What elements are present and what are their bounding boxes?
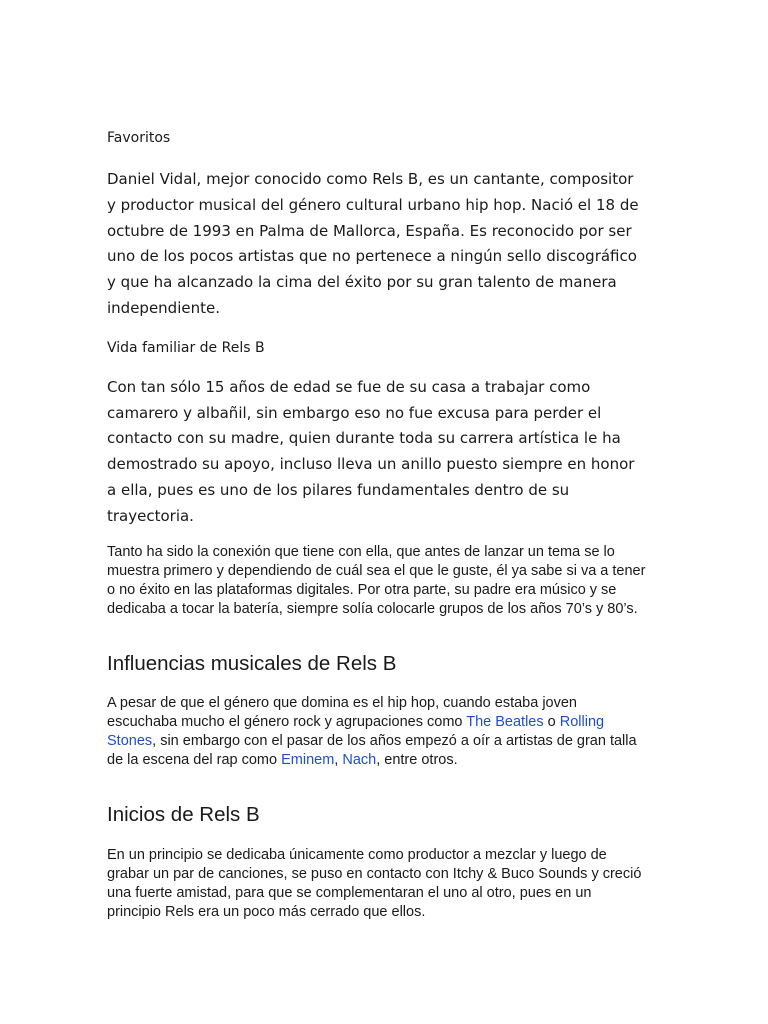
- heading-inicios: Inicios de Rels B: [107, 802, 260, 826]
- link-nach[interactable]: Nach: [342, 751, 377, 768]
- heading-vida-familiar: Vida familiar de Rels B: [107, 339, 265, 356]
- link-eminem[interactable]: Eminem: [281, 751, 335, 768]
- vida-paragraph: Con tan sólo 15 años de edad se fue de su casa a trabajar como camarero y albañil, sin embargo eso no fue excusa para perder el contacto con su madre, quien durante toda su carrera artística le ha demostrado su apoyo, incluso lleva un anillo puesto siempre en honor a ella, pues es uno de los pilares fundamentales dentro de su trayectoria.: [107, 377, 635, 525]
- influencias-text-5: , entre otros.: [376, 751, 458, 768]
- influencias-text-2: o: [543, 713, 560, 730]
- link-the-beatles[interactable]: The Beatles: [466, 713, 544, 730]
- document-page: [107, 128, 647, 922]
- conexion-paragraph: Tanto ha sido la conexión que tiene con ella, que antes de lanzar un tema se lo muestra primero y dependiendo de cuál sea el que le guste, él ya sabe si va a tener o no éxito en las plataformas digitales. Por otra parte, su padre era músico y se dedicaba a tocar la batería, siempre solía colocarle grupos de los años 70’s y 80’s.: [107, 543, 646, 617]
- heading-influencias: Influencias musicales de Rels B: [107, 651, 397, 675]
- influencias-text-3: , sin embargo con el pasar de los años empezó a oír a artistas de gran talla de la escena del rap como: [107, 732, 637, 768]
- inicios-paragraph: En un principio se dedicaba únicamente como productor a mezclar y luego de grabar un par de canciones, se puso en contacto con Itchy & Buco Sounds y creció una fuerte amistad, para que se complementaran el uno al otro, pues en un principio Rels era un poco más cerrado que ellos.: [107, 846, 642, 920]
- influencias-paragraph: [107, 694, 647, 770]
- intro-paragraph: Daniel Vidal, mejor conocido como Rels B, es un cantante, compositor y productor musical del género cultural urbano hip hop. Nació el 18 de octubre de 1993 en Palma de Mallorca, España. Es reconocido por ser uno de los pocos artistas que no pertenece a ningún sello discográfico y que ha alcanzado la cima del éxito por su gran talento de manera independiente.: [107, 170, 639, 317]
- influencias-text-1: A pesar de que el género que domina es el hip hop, cuando estaba joven escuchaba mucho el género rock y agrupaciones como: [107, 694, 577, 730]
- influencias-text-4: ,: [334, 751, 343, 768]
- label-favoritos: Favoritos: [107, 130, 171, 146]
- link-rolling-stones[interactable]: Rolling Stones: [107, 713, 605, 749]
